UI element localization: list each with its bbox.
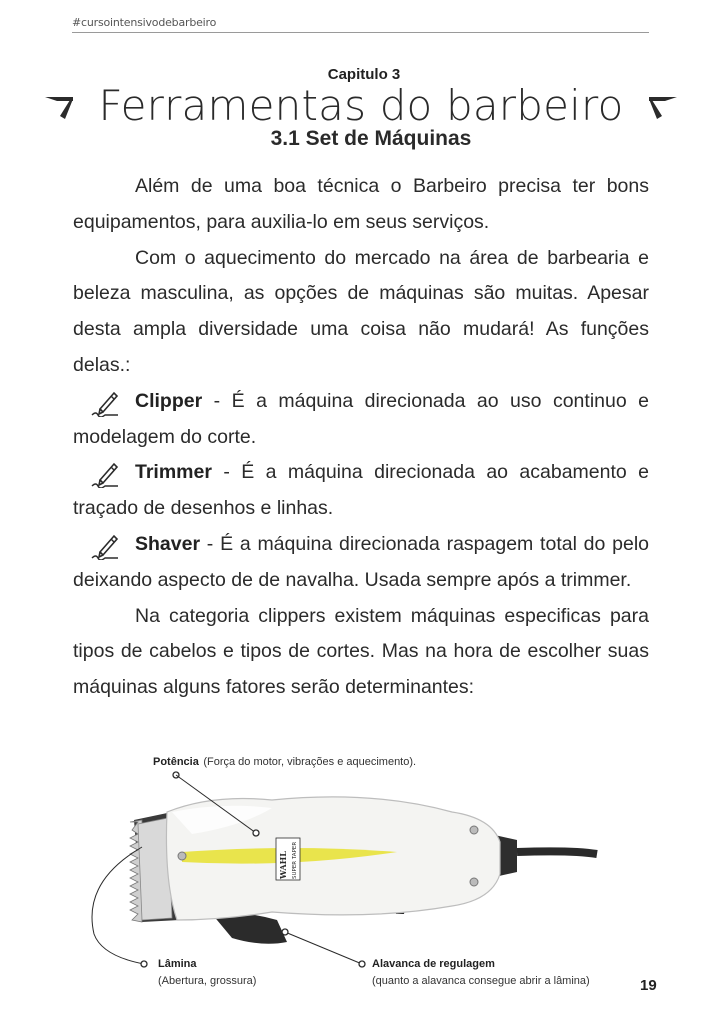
section-subtitle: 3.1 Set de Máquinas — [270, 127, 472, 150]
callout-dot — [282, 929, 288, 935]
page-number: 19 — [640, 977, 657, 994]
screw — [178, 852, 186, 860]
term-shaver: Shaver — [135, 532, 201, 555]
pen-icon — [90, 389, 120, 417]
callout-alavanca — [372, 956, 590, 990]
list-item-trimmer — [73, 455, 649, 527]
callout-dot — [359, 961, 365, 967]
screw — [470, 878, 478, 886]
pen-icon — [90, 460, 120, 488]
pen-icon — [90, 532, 120, 560]
callout-potencia — [153, 752, 416, 770]
term-trimmer: Trimmer — [135, 461, 212, 484]
paragraph-intro: Além de uma boa técnica o Barbeiro precisa ter bons equipamentos, para auxilia-lo em seus serviços. — [73, 175, 649, 233]
desc-clipper: - É a máquina direcionada ao uso continuo e modelagem do corte. — [73, 389, 649, 448]
callout-potencia-desc: (Força do motor, vibrações e aquecimento). — [203, 756, 417, 768]
desc-trimmer: - É a máquina direcionada ao acabamento e traçado de desenhos e linhas. — [73, 461, 649, 520]
chapter-label: Capitulo 3 — [327, 66, 401, 83]
title-row — [0, 80, 722, 130]
callout-lamina — [158, 956, 256, 990]
power-cord — [517, 851, 597, 854]
callout-lamina-desc: (Abertura, grossura) — [158, 975, 257, 987]
razor-right-icon — [639, 85, 679, 125]
body-text — [73, 169, 649, 706]
paragraph-clippers: Na categoria clippers existem máquinas especificas para tipos de cabelos e tipos de cortes. Mas na hora de escolher suas máquinas alguns fatores serão determinantes: — [73, 604, 649, 699]
callout-alavanca-title: Alavanca de regulagem — [372, 958, 495, 970]
screw — [470, 826, 478, 834]
paragraph-market: Com o aquecimento do mercado na área de barbearia e beleza masculina, as opções de máquinas são muitas. Apesar desta ampla diversidade uma coisa não mudará! As funções delas.: — [73, 246, 649, 376]
desc-shaver: - É a máquina direcionada raspagem total do pelo deixando aspecto de de navalha. Usada sempre após a trimmer. — [73, 532, 649, 591]
callout-potencia-title: Potência — [153, 756, 199, 768]
list-item-clipper — [73, 384, 649, 456]
header-divider — [72, 32, 649, 33]
clipper-figure — [72, 742, 652, 1002]
callout-lamina-title: Lâmina — [158, 958, 197, 970]
brand-text: WAHL — [278, 851, 288, 879]
list-item-shaver — [73, 527, 649, 599]
callout-dot — [253, 830, 259, 836]
razor-left-icon — [43, 85, 83, 125]
model-text: SUPER TAPER — [292, 841, 298, 879]
callout-dot — [141, 961, 147, 967]
term-clipper: Clipper — [135, 389, 203, 412]
page-title: Ferramentas do barbeiro — [98, 80, 624, 130]
header-hashtag: #cursointensivodebarbeiro — [72, 16, 217, 29]
callout-line-alavanca — [285, 932, 362, 964]
callout-alavanca-desc: (quanto a alavanca consegue abrir a lâmina) — [372, 975, 590, 987]
